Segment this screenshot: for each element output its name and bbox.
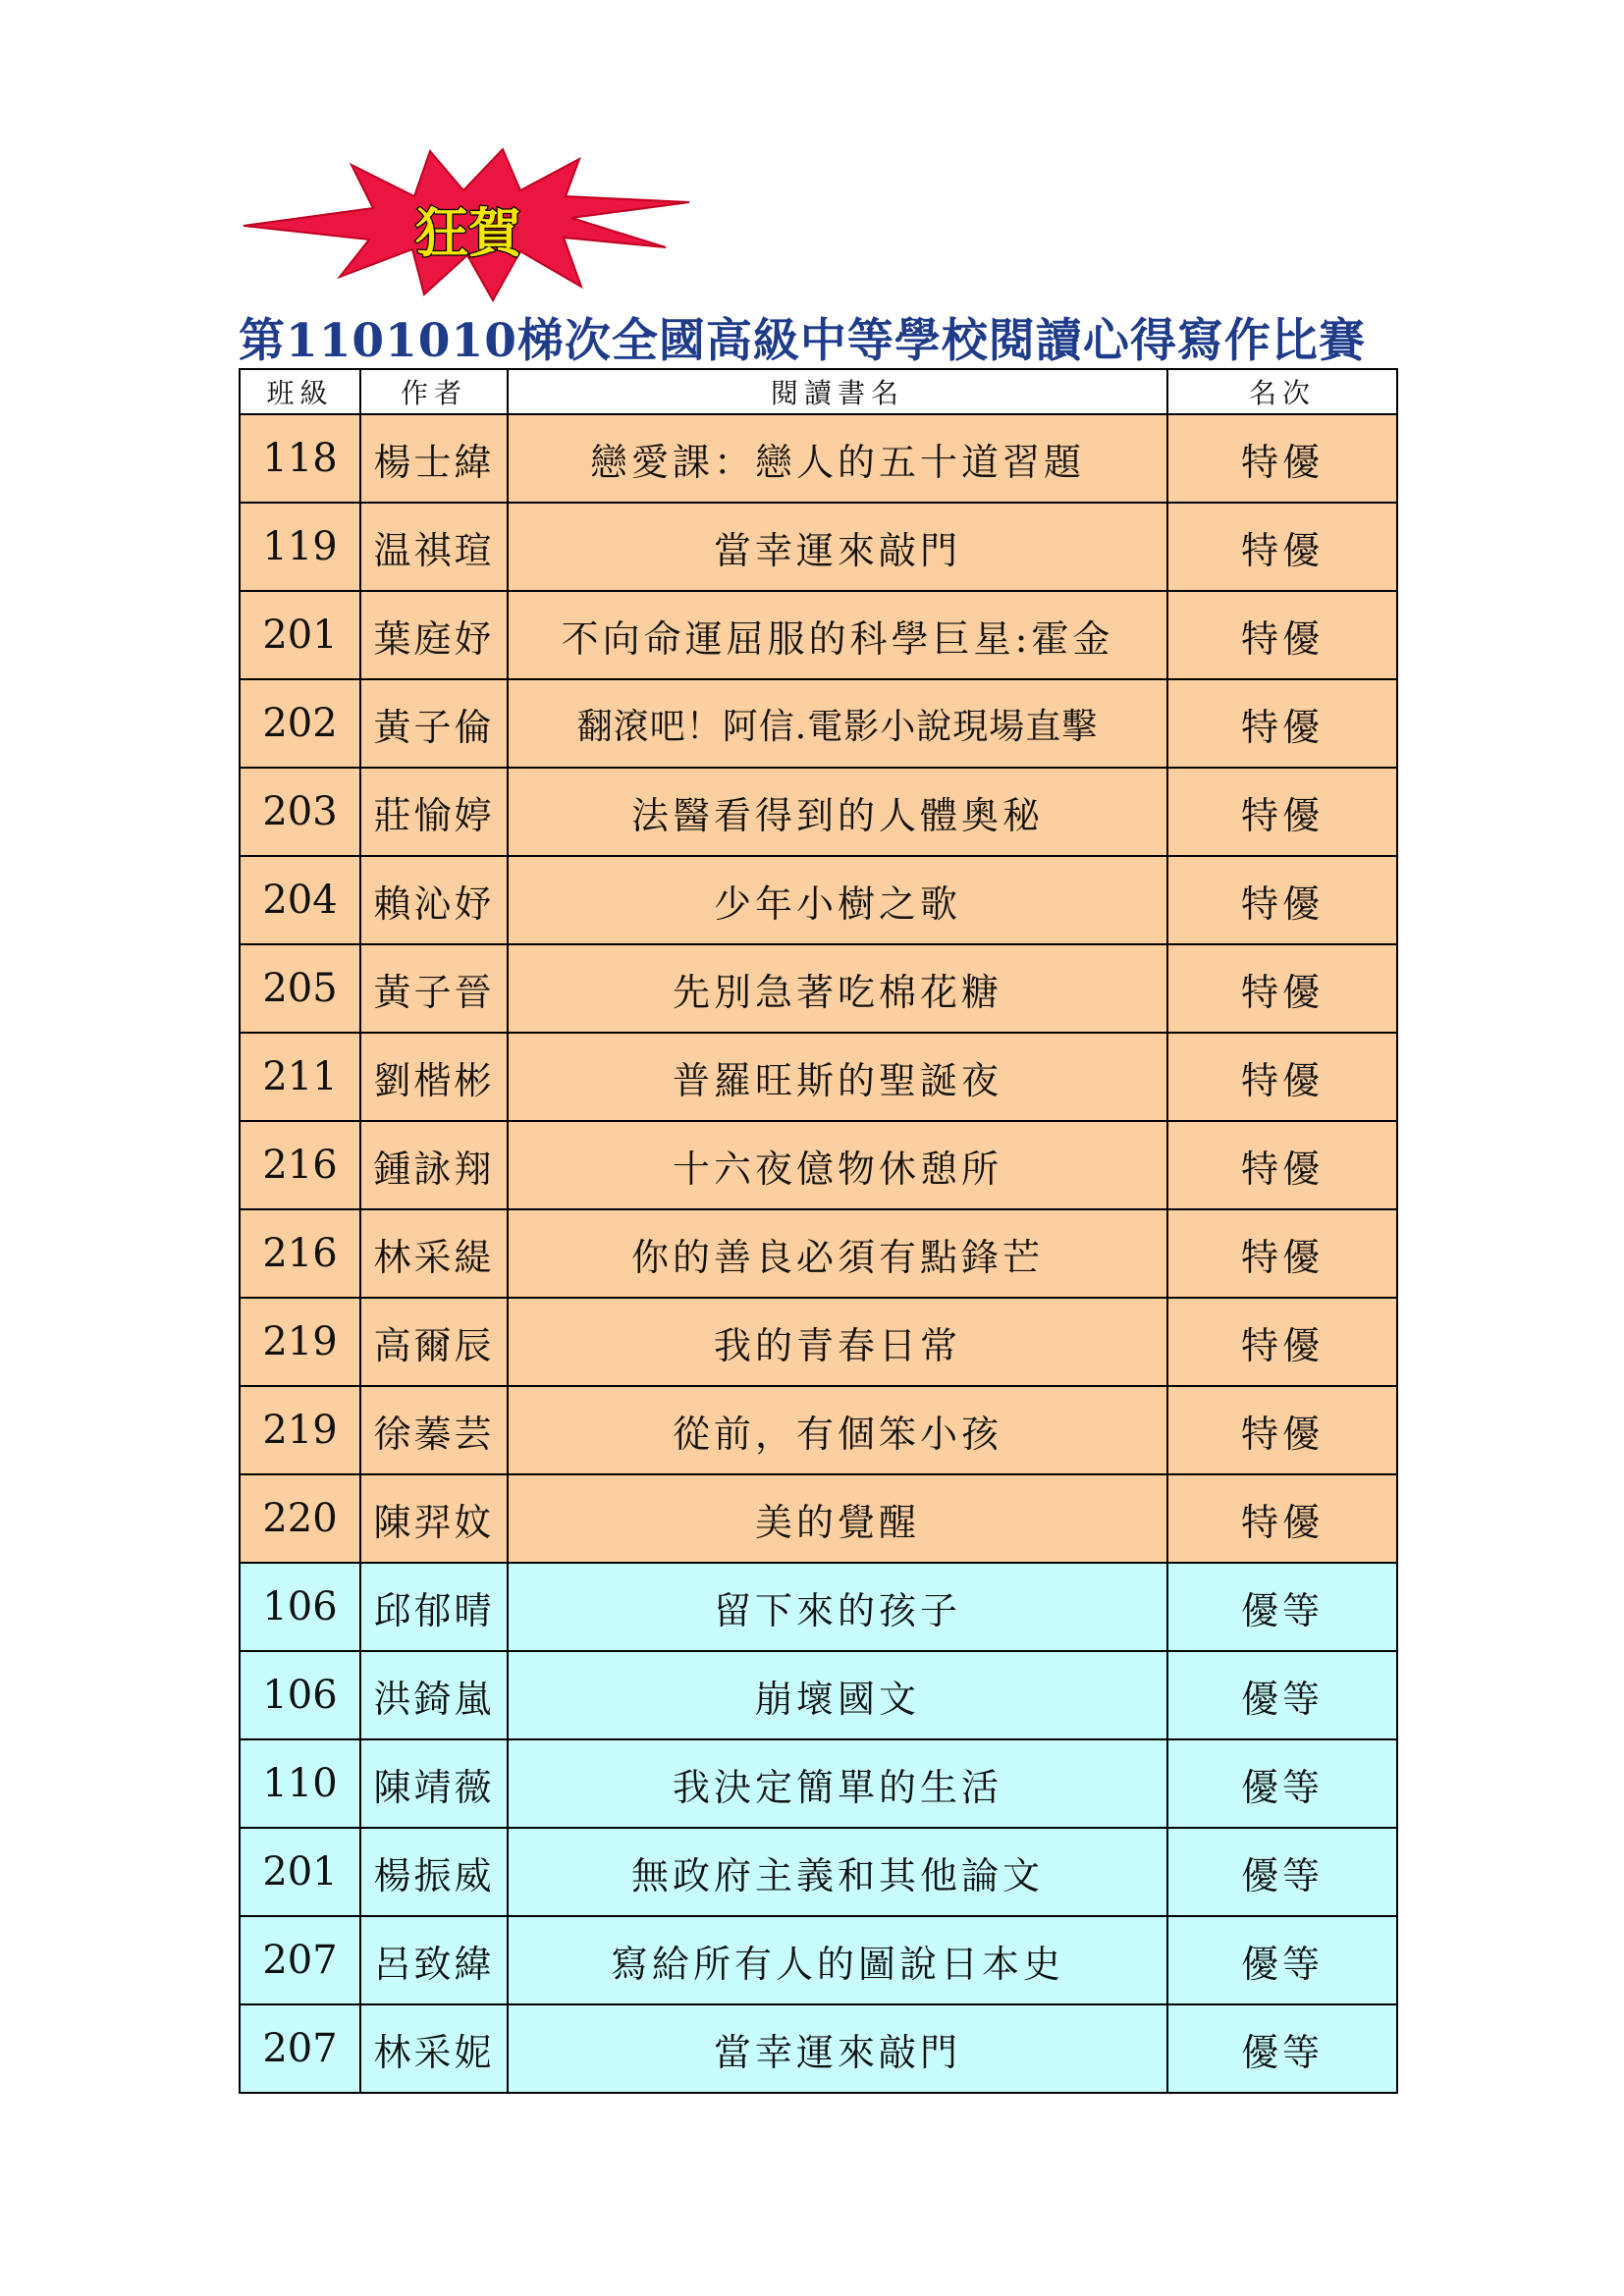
book-cell: 先別急著吃棉花糖 [508,944,1167,1033]
book-cell: 從前，有個笨小孩 [508,1386,1167,1474]
table-row [240,414,1397,503]
table-row [240,503,1397,591]
class-cell: 211 [240,1033,360,1121]
book-cell: 無政府主義和其他論文 [508,1828,1167,1916]
book-cell: 翻滾吧！阿信.電影小說現場直擊 [508,679,1167,768]
rank-cell: 優等 [1167,1739,1397,1828]
book-cell: 留下來的孩子 [508,1563,1167,1651]
table-row [240,856,1397,944]
class-cell: 216 [240,1121,360,1209]
rank-cell: 優等 [1167,1916,1397,2004]
rank-cell: 優等 [1167,1651,1397,1739]
author-cell: 徐蓁芸 [360,1386,508,1474]
header-rank: 名次 [1167,369,1397,414]
book-cell: 你的善良必須有點鋒芒 [508,1209,1167,1298]
author-cell: 賴沁妤 [360,856,508,944]
book-cell: 普羅旺斯的聖誕夜 [508,1033,1167,1121]
header-book: 閱讀書名 [508,369,1167,414]
table-row [240,1828,1397,1916]
table-row [240,1474,1397,1563]
rank-cell: 特優 [1167,1298,1397,1386]
rank-cell: 特優 [1167,503,1397,591]
author-cell: 陳靖薇 [360,1739,508,1828]
book-cell: 當幸運來敲門 [508,2004,1167,2093]
table-header-row [240,369,1397,414]
table-row [240,1386,1397,1474]
author-cell: 林采妮 [360,2004,508,2093]
rank-cell: 特優 [1167,1033,1397,1121]
class-cell: 110 [240,1739,360,1828]
author-cell: 葉庭妤 [360,591,508,679]
class-cell: 216 [240,1209,360,1298]
badge-text: 狂賀 [415,202,521,264]
table-row [240,1121,1397,1209]
rank-cell: 優等 [1167,1563,1397,1651]
table-row [240,679,1397,768]
header-author: 作者 [360,369,508,414]
class-cell: 201 [240,591,360,679]
rank-cell: 特優 [1167,679,1397,768]
author-cell: 陳羿妏 [360,1474,508,1563]
table-row [240,591,1397,679]
rank-cell: 特優 [1167,414,1397,503]
rank-cell: 優等 [1167,2004,1397,2093]
rank-cell: 特優 [1167,944,1397,1033]
class-cell: 219 [240,1298,360,1386]
table-row [240,1033,1397,1121]
rank-cell: 特優 [1167,856,1397,944]
author-cell: 洪錡嵐 [360,1651,508,1739]
table-row [240,1298,1397,1386]
author-cell: 高爾辰 [360,1298,508,1386]
rank-cell: 特優 [1167,591,1397,679]
author-cell: 黃子晉 [360,944,508,1033]
class-cell: 106 [240,1563,360,1651]
book-cell: 崩壞國文 [508,1651,1167,1739]
class-cell: 118 [240,414,360,503]
author-cell: 楊振威 [360,1828,508,1916]
rank-cell: 特優 [1167,1121,1397,1209]
class-cell: 219 [240,1386,360,1474]
class-cell: 202 [240,679,360,768]
book-cell: 少年小樹之歌 [508,856,1167,944]
table-row [240,1651,1397,1739]
class-cell: 205 [240,944,360,1033]
rank-cell: 特優 [1167,1209,1397,1298]
author-cell: 温祺瑄 [360,503,508,591]
author-cell: 林采緹 [360,1209,508,1298]
table-row [240,1563,1397,1651]
author-cell: 黃子倫 [360,679,508,768]
book-cell: 我決定簡單的生活 [508,1739,1167,1828]
author-cell: 楊士緯 [360,414,508,503]
book-cell: 我的青春日常 [508,1298,1167,1386]
rank-cell: 特優 [1167,1386,1397,1474]
table-row [240,1739,1397,1828]
rank-cell: 優等 [1167,1828,1397,1916]
author-cell: 呂致緯 [360,1916,508,2004]
author-cell: 邱郁晴 [360,1563,508,1651]
book-cell: 美的覺醒 [508,1474,1167,1563]
table-row [240,944,1397,1033]
author-cell: 鍾詠翔 [360,1121,508,1209]
class-cell: 207 [240,1916,360,2004]
table-row [240,2004,1397,2093]
class-cell: 220 [240,1474,360,1563]
table-row [240,1209,1397,1298]
author-cell: 莊愉婷 [360,768,508,856]
class-cell: 203 [240,768,360,856]
book-cell: 戀愛課：戀人的五十道習題 [508,414,1167,503]
table-row [240,1916,1397,2004]
class-cell: 119 [240,503,360,591]
class-cell: 106 [240,1651,360,1739]
book-cell: 十六夜億物休憩所 [508,1121,1167,1209]
table-row [240,768,1397,856]
book-cell: 不向命運屈服的科學巨星:霍金 [508,591,1167,679]
class-cell: 207 [240,2004,360,2093]
rank-cell: 特優 [1167,1474,1397,1563]
rank-cell: 特優 [1167,768,1397,856]
book-cell: 寫給所有人的圖說日本史 [508,1916,1167,2004]
class-cell: 201 [240,1828,360,1916]
page-title: 第1101010梯次全國高級中等學校閱讀心得寫作比賽 [239,314,1366,368]
book-cell: 當幸運來敲門 [508,503,1167,591]
book-cell: 法醫看得到的人體奧秘 [508,768,1167,856]
results-table [239,368,1398,2094]
author-cell: 劉楷彬 [360,1033,508,1121]
header-class: 班級 [240,369,360,414]
starburst-badge [236,147,697,304]
class-cell: 204 [240,856,360,944]
